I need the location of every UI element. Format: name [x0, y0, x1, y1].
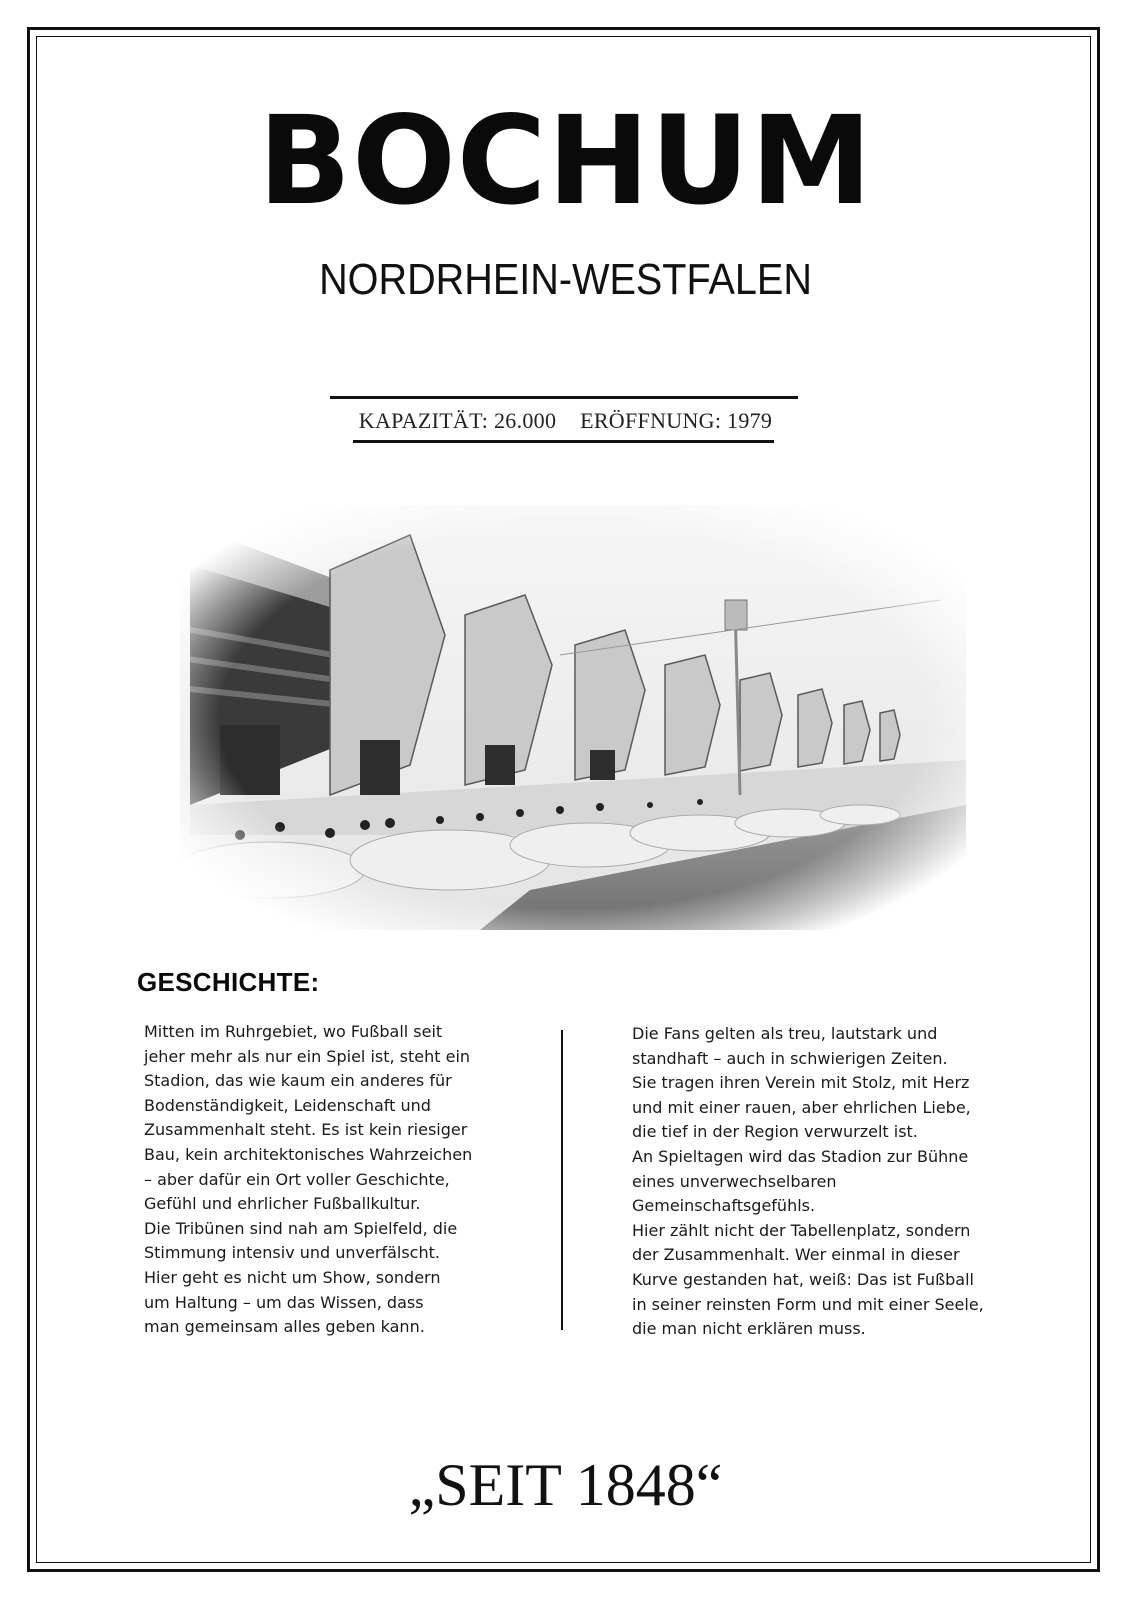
photo-vignette [180, 505, 966, 930]
stadium-photo [180, 505, 966, 930]
history-heading: GESCHICHTE: [137, 967, 320, 997]
history-text-right: Die Fans gelten als treu, lautstark und standhaft – auch in schwierigen Zeiten. Sie tragen ihren Verein mit Stolz, mit Herz und mit einer rauen, aber ehrlichen Liebe, die tief in der Region verwurzelt ist. An Spieltagen wird das Stadion zur Bühne eines unverwechselbaren Gemeinschaftsgefühls. Hier zählt nicht der Tabellenplatz, sondern der Zusammenhalt. Wer einmal in dieser Kurve gestanden hat, weiß: Das ist Fußball in seiner reinsten Form und mit einer Seele, die man nicht erklären muss. [632, 1024, 984, 1339]
city-title: BOCHUM [258, 90, 873, 232]
region-subtitle: NORDRHEIN-WESTFALEN [319, 255, 812, 304]
stats-rule-bottom [353, 440, 774, 443]
stadium-stats [0, 408, 1131, 434]
capacity-stat: KAPAZITÄT: 26.000 [358, 408, 557, 433]
history-text-left: Mitten im Ruhrgebiet, wo Fußball seit jeher mehr als nur ein Spiel ist, steht ein Stadion, das wie kaum ein anderes für Bodenständigkeit, Leidenschaft und Zusammenhalt steht. Es ist kein riesiger Bau, kein architektonisches Wahrzeichen – aber dafür ein Ort voller Geschichte, Gefühl und ehrlicher Fußballkultur. Die Tribünen sind nah am Spielfeld, die Stimmung intensiv und unverfälscht. Hier geht es nicht um Show, sondern um Haltung – um das Wissen, dass man gemeinsam alles geben kann. [144, 1022, 473, 1337]
opening-stat: ERÖFFNUNG: 1979 [580, 408, 773, 433]
stats-rule-top [330, 396, 798, 399]
column-divider [561, 1030, 563, 1330]
founding-motto: „SEIT 1848“ [408, 1452, 723, 1518]
